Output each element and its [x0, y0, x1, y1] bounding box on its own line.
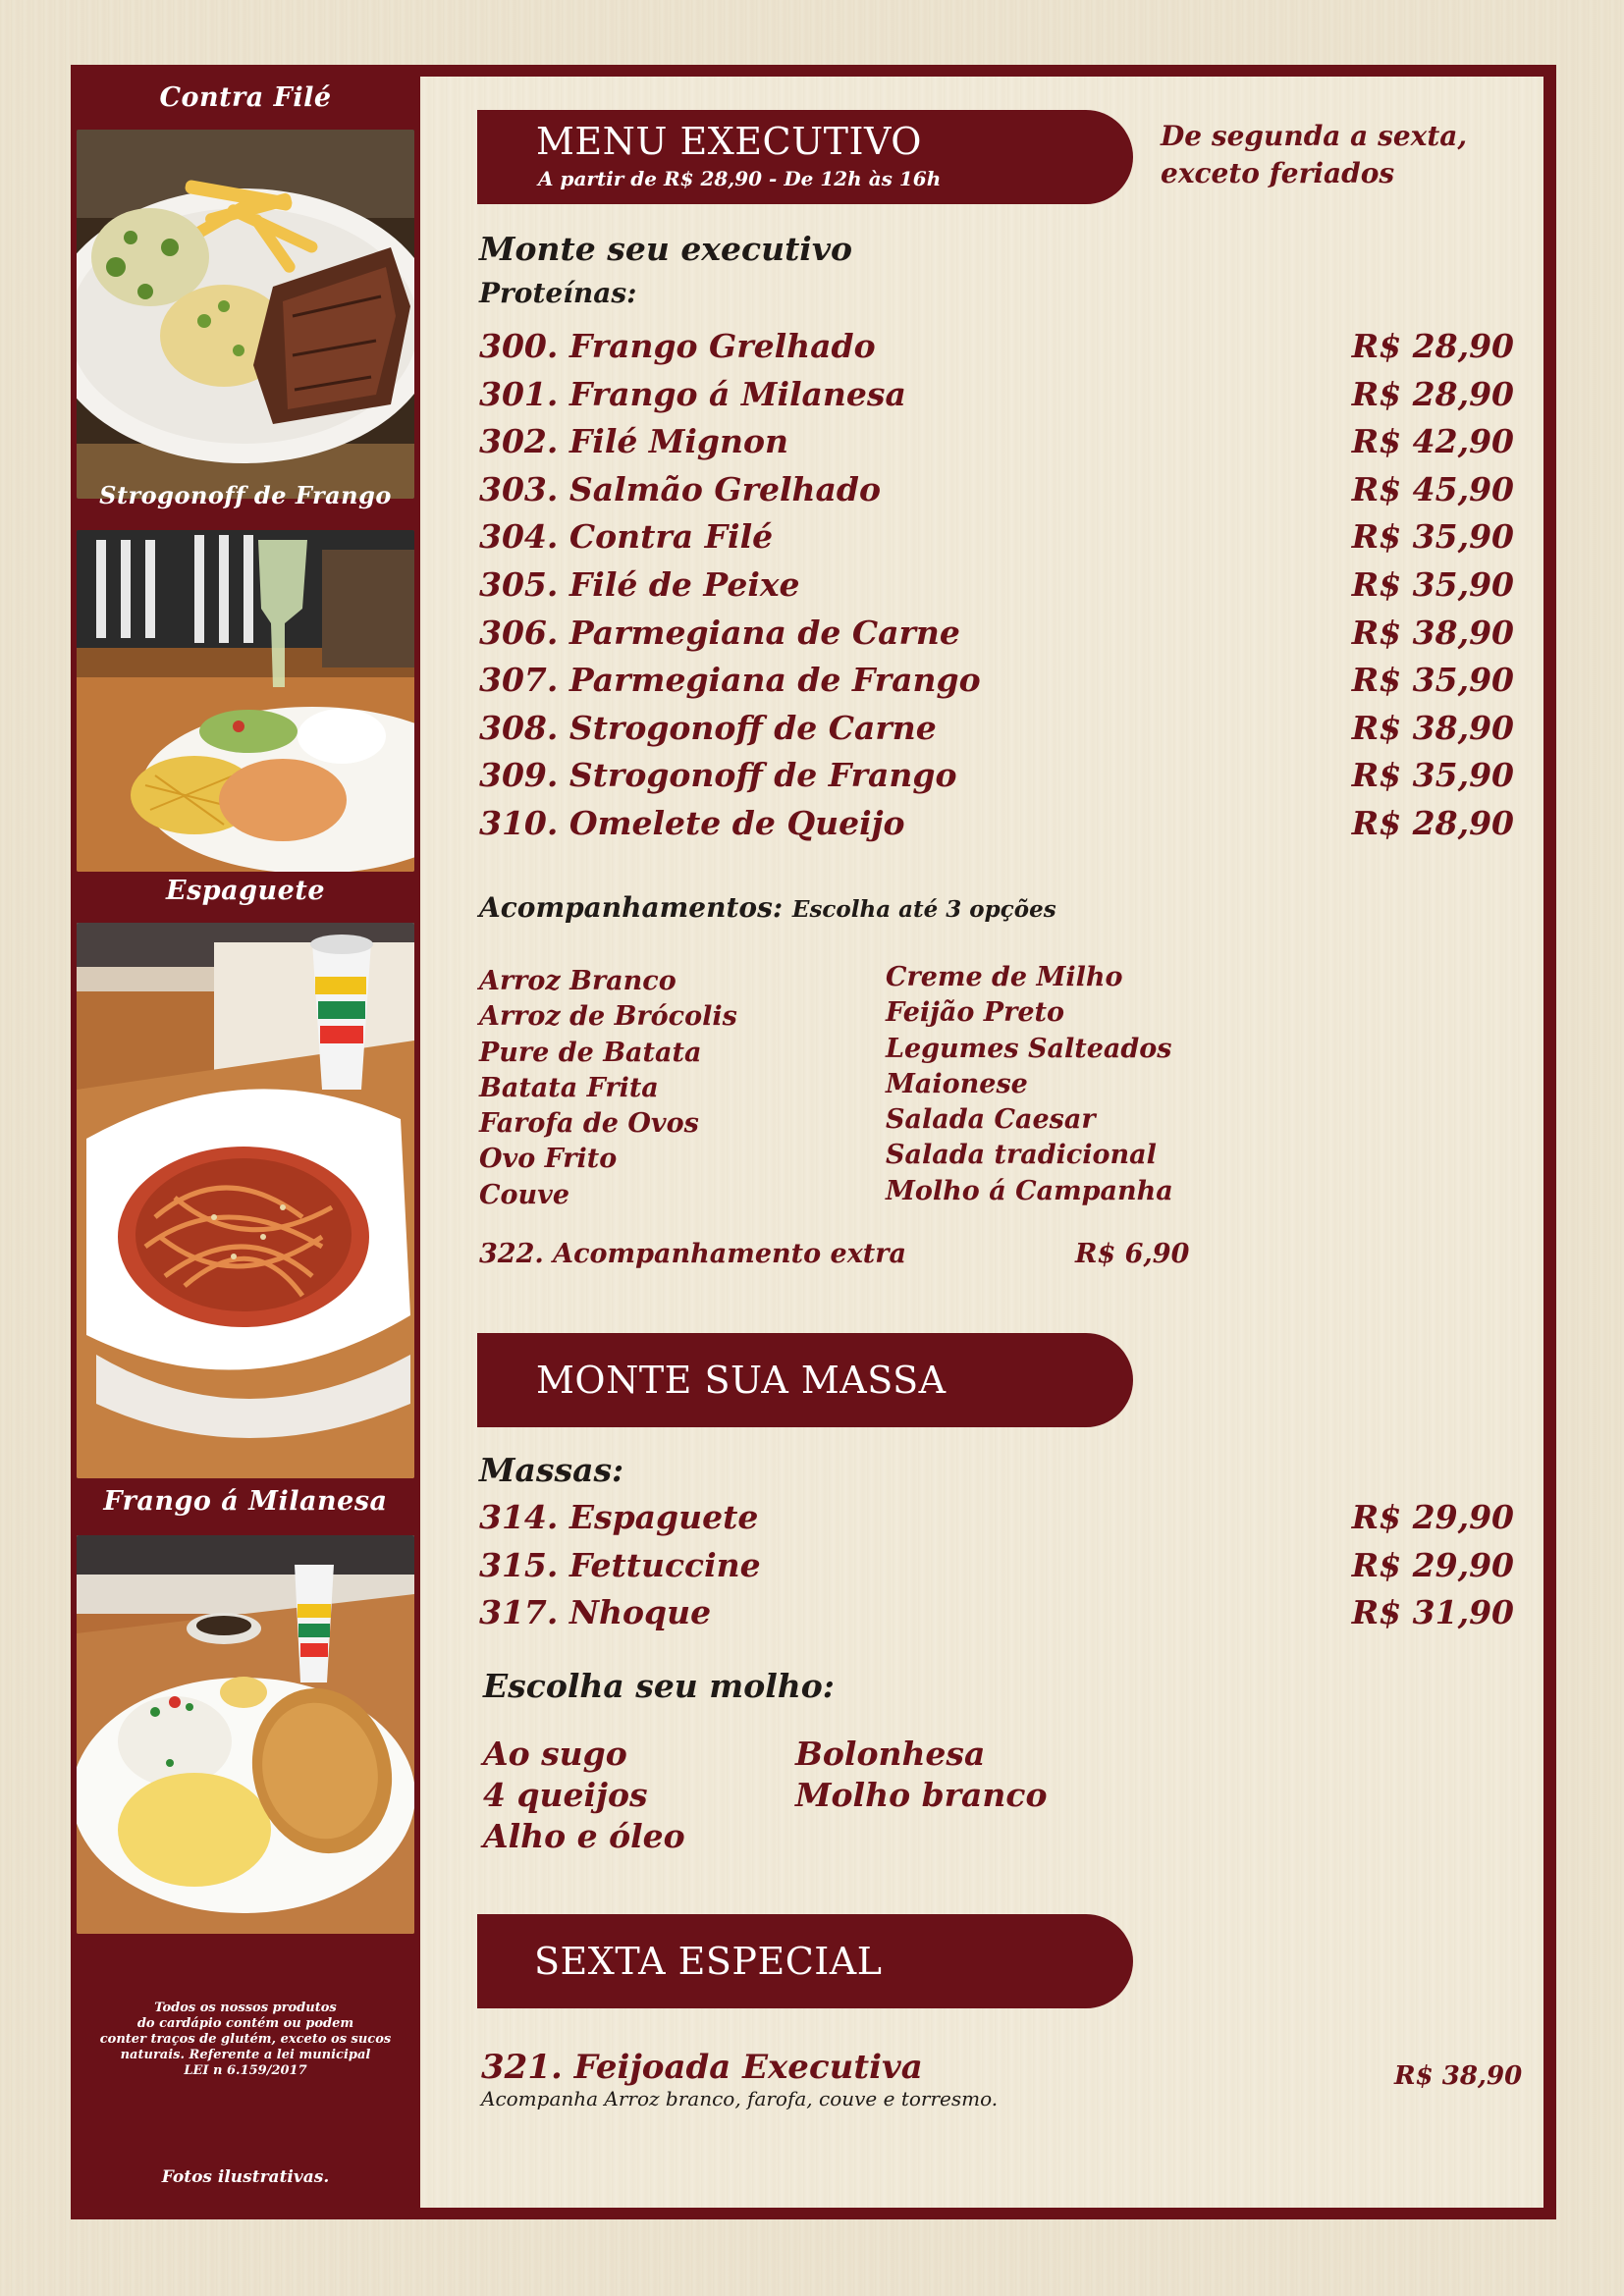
item-price: R$ 45,90 — [1351, 469, 1514, 508]
photo-caption-espaguete: Espaguete — [166, 876, 325, 906]
acompanhamentos-heading — [479, 891, 1056, 924]
side-dish: Feijão Preto — [886, 997, 1064, 1029]
menu-item — [479, 422, 1514, 470]
acompanhamentos-hint: Escolha até 3 opções — [791, 896, 1056, 923]
menu-executivo-subtitle: A partir de R$ 28,90 - De 12h às 16h — [538, 167, 942, 190]
sauce-option: Ao sugo — [483, 1735, 627, 1773]
item-price: R$ 35,90 — [1351, 661, 1514, 700]
menu-item — [479, 756, 1514, 804]
menu-item — [479, 375, 1514, 423]
allergy-note-line: naturais. Referente a lei municipal — [120, 2048, 371, 2062]
side-dish: Pure de Batata — [479, 1037, 702, 1068]
allergy-note-line: do cardápio contém ou podem — [136, 2016, 354, 2031]
item-price: R$ 35,90 — [1351, 517, 1514, 557]
item-name: 305. Filé de Peixe — [479, 564, 800, 604]
item-name: 309. Strogonoff de Frango — [479, 756, 957, 795]
item-name: 314. Espaguete — [479, 1498, 759, 1536]
item-price: R$ 28,90 — [1351, 327, 1514, 365]
side-dish: Farofa de Ovos — [479, 1108, 699, 1140]
proteinas-heading: Proteínas: — [479, 277, 637, 309]
menu-item — [479, 565, 1514, 614]
menu-item — [479, 709, 1514, 757]
item-price: R$ 31,90 — [1351, 1593, 1514, 1632]
item-name: 306. Parmegiana de Carne — [479, 613, 960, 652]
molhos-right — [795, 1734, 1048, 1816]
feijoada-name: 321. Feijoada Executiva — [481, 2048, 923, 2087]
monte-massa-banner — [477, 1333, 1133, 1427]
schedule-line: De segunda a sexta, — [1161, 120, 1468, 152]
extra-price: R$ 6,90 — [1075, 1239, 1190, 1269]
side-dish: Arroz de Brócolis — [479, 1001, 737, 1033]
massas-heading: Massas: — [479, 1451, 624, 1489]
allergy-note-line: LEI n 6.159/2017 — [184, 2063, 307, 2078]
acompanhamentos-right — [886, 960, 1173, 1209]
item-price: R$ 28,90 — [1351, 374, 1514, 413]
side-dish: Maionese — [886, 1068, 1028, 1099]
menu-item — [479, 614, 1514, 662]
item-price: R$ 42,90 — [1351, 422, 1514, 461]
photo-caption-contra-file: Contra Filé — [159, 82, 332, 113]
feijoada-price: R$ 38,90 — [1394, 2061, 1523, 2091]
item-name: 304. Contra Filé — [479, 517, 774, 557]
schedule-note — [1161, 118, 1467, 192]
item-price: R$ 29,90 — [1351, 1498, 1514, 1536]
item-name: 302. Filé Mignon — [479, 422, 788, 461]
item-name: 317. Nhoque — [479, 1593, 712, 1632]
acompanhamento-extra — [479, 1237, 906, 1272]
photo-caption-strogonoff: Strogonoff de Frango — [99, 481, 392, 509]
allergy-note — [90, 2001, 401, 2079]
feijoada-description: Acompanha Arroz branco, farofa, couve e torresmo. — [481, 2087, 999, 2110]
acompanhamento-extra-price — [1075, 1237, 1189, 1272]
menu-item — [479, 804, 1514, 852]
acompanhamentos-label: Acompanhamentos: — [479, 891, 784, 924]
allergy-note-line: Todos os nossos produtos — [154, 2001, 337, 2015]
allergy-note-line: conter traços de glutém, exceto os sucos — [99, 2032, 392, 2047]
photo-disclaimer: Fotos ilustrativas. — [161, 2167, 330, 2187]
side-dish: Arroz Branco — [479, 966, 677, 996]
sauce-option: Molho branco — [795, 1776, 1048, 1814]
item-price: R$ 38,90 — [1351, 613, 1514, 652]
item-name: 310. Omelete de Queijo — [479, 803, 905, 842]
side-dish: Salada tradicional — [886, 1140, 1157, 1171]
side-dish: Ovo Frito — [479, 1144, 618, 1175]
item-name: 300. Frango Grelhado — [479, 327, 876, 365]
sexta-especial-title: SEXTA ESPECIAL — [534, 1940, 883, 1983]
menu-item — [479, 517, 1514, 565]
photo-caption-milanesa: Frango á Milanesa — [103, 1486, 388, 1517]
menu-item — [479, 327, 1514, 375]
side-dish: Legumes Salteados — [886, 1033, 1172, 1064]
side-dish: Creme de Milho — [886, 962, 1123, 992]
schedule-line: exceto feriados — [1161, 157, 1395, 189]
molhos-left — [483, 1734, 685, 1857]
menu-item — [479, 1498, 1514, 1546]
menu-item — [479, 1546, 1514, 1594]
item-name: 307. Parmegiana de Frango — [479, 661, 981, 700]
photo-frango-milanesa — [77, 1535, 414, 1934]
item-name: 303. Salmão Grelhado — [479, 469, 881, 508]
item-name: 308. Strogonoff de Carne — [479, 708, 937, 747]
sauce-option: 4 queijos — [483, 1776, 648, 1814]
photo-sidebar — [71, 65, 420, 2219]
item-price: R$ 38,90 — [1351, 708, 1514, 747]
menu-item — [479, 470, 1514, 518]
photo-espaguete — [77, 923, 414, 1478]
item-price: R$ 35,90 — [1351, 564, 1514, 604]
item-price: R$ 35,90 — [1351, 756, 1514, 795]
menu-item — [479, 1593, 1514, 1641]
extra-name: 322. Acompanhamento extra — [479, 1239, 906, 1269]
proteinas-list — [479, 327, 1514, 852]
monte-massa-title: MONTE SUA MASSA — [536, 1359, 947, 1402]
photo-contra-file — [77, 130, 414, 499]
item-price: R$ 29,90 — [1351, 1545, 1514, 1584]
menu-executivo-banner — [477, 110, 1133, 204]
photo-strogonoff-frango — [77, 530, 414, 872]
sexta-especial-banner — [477, 1914, 1133, 2008]
side-dish: Salada Caesar — [886, 1104, 1096, 1136]
massas-list — [479, 1498, 1514, 1641]
item-name: 315. Fettuccine — [479, 1545, 761, 1584]
acompanhamentos-left — [479, 964, 737, 1213]
item-price: R$ 28,90 — [1351, 803, 1514, 842]
monte-executivo-heading: Monte seu executivo — [479, 230, 853, 268]
side-dish: Batata Frita — [479, 1072, 659, 1103]
sauce-option: Alho e óleo — [483, 1817, 685, 1855]
sauce-option: Bolonhesa — [795, 1735, 986, 1773]
item-name: 301. Frango á Milanesa — [479, 374, 906, 413]
side-dish: Molho á Campanha — [886, 1175, 1173, 1206]
molho-heading: Escolha seu molho: — [483, 1667, 835, 1705]
menu-item — [479, 661, 1514, 709]
menu-executivo-title: MENU EXECUTIVO — [536, 120, 922, 163]
side-dish: Couve — [479, 1179, 569, 1210]
